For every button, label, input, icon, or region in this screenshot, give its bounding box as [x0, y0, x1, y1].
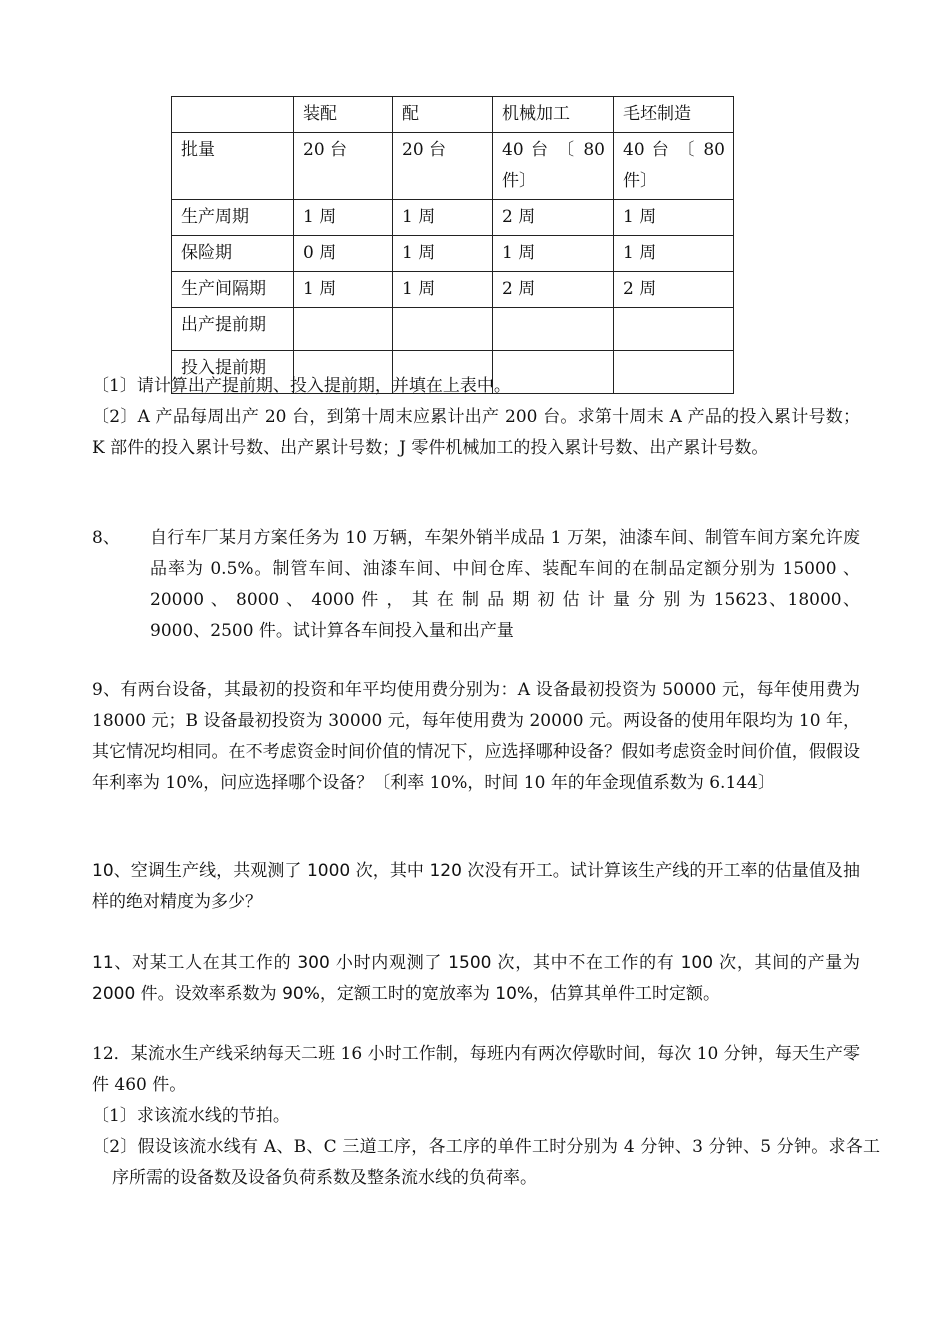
question-9-text: 9、有两台设备，其最初的投资和年平均使用费分别为：A 设备最初投资为 50000 元，每年使用费为 18000 元；B 设备最初投资为 30000 元，每年使用费为 20000 元。两设备的使用年限均为 10 年，其它情况均相同。在不考虑资金时间价值的情况下，应选择哪种设备？假如考虑资金时间价值，假假设年利率为 10%，问应选择哪个设备？〔利率 10%，时间 10 年的年金现值系数为 6.144〕 — [92, 680, 860, 793]
table-cell: 1 周 — [294, 272, 393, 308]
table-row — [172, 272, 734, 308]
table-cell: 1 周 — [393, 272, 493, 308]
row-label: 出产提前期 — [172, 308, 294, 351]
table-header-cell: 毛坯制造 — [614, 97, 734, 133]
table-header-row — [172, 97, 734, 133]
table-cell — [294, 308, 393, 351]
table-cell: 1 周 — [614, 236, 734, 272]
question-11-text: 11、对某工人在其工作的 300 小时内观测了 1500 次，其中不在工作的有 100 次，其间的产量为 2000 件。设效率系数为 90%，定额工时的宽放率为 10%，估算其单件工时定额。 — [92, 953, 860, 1004]
row-label: 生产间隔期 — [172, 272, 294, 308]
table-cell: 2 周 — [493, 200, 614, 236]
table-cell: 40 台 〔 80 件〕 — [493, 133, 614, 200]
table-row — [172, 308, 734, 351]
table-row — [172, 236, 734, 272]
table-cell: 2 周 — [493, 272, 614, 308]
production-schedule-table — [171, 96, 734, 394]
table-cell: 0 周 — [294, 236, 393, 272]
table-header-cell: 装配 — [294, 97, 393, 133]
question-12-intro: 12．某流水生产线采纳每天二班 16 小时工作制，每班内有两次停歇时间，每次 10 分钟，每天生产零件 460 件。 — [92, 1044, 860, 1095]
question-7-part-2: 〔2〕A 产品每周出产 20 台，到第十周末应累计出产 200 台。求第十周末 A 产品的投入累计号数；K 部件的投入累计号数、出产累计号数；J 零件机械加工的投入累计号数、出产累计号数。 — [92, 407, 860, 458]
question-12-part-2: 〔2〕假设该流水线有 A、B、C 三道工序，各工序的单件工时分别为 4 分钟、3 分钟、5 分钟。求各工序所需的设备数及设备负荷系数及整条流水线的负荷率。 — [92, 1137, 880, 1188]
table-cell — [493, 308, 614, 351]
table-cell: 1 周 — [393, 236, 493, 272]
question-12-part-1: 〔1〕求该流水线的节拍。 — [92, 1106, 290, 1126]
question-8-number: 8、 — [92, 528, 120, 548]
table-row — [172, 133, 734, 200]
table-cell: 40 台 〔 80 件〕 — [614, 133, 734, 200]
row-label: 生产周期 — [172, 200, 294, 236]
question-10-text: 10、空调生产线，共观测了 1000 次，其中 120 次没有开工。试计算该生产线的开工率的估量值及抽样的绝对精度为多少？ — [92, 861, 860, 912]
table-cell: 20 台 — [393, 133, 493, 200]
table-cell: 2 周 — [614, 272, 734, 308]
table-header-cell: 配 — [393, 97, 493, 133]
table-cell — [614, 308, 734, 351]
table-cell: 1 周 — [493, 236, 614, 272]
row-label: 投入提前期 — [172, 351, 294, 394]
row-label: 批量 — [172, 133, 294, 200]
row-label: 保险期 — [172, 236, 294, 272]
table-header-cell: 机械加工 — [493, 97, 614, 133]
table-cell: 1 周 — [393, 200, 493, 236]
table-cell — [393, 308, 493, 351]
table-cell: 20 台 — [294, 133, 393, 200]
question-8-text: 自行车厂某月方案任务为 10 万辆，车架外销半成品 1 万架，油漆车间、制管车间方案允许废品率为 0.5%。制管车间、油漆车间、中间仓库、装配车间的在制品定额分别为 15000 、 20000 、 8000 、 4000 件 ， 其 在 制 品 期 初 估 计 量 分 别 为 15623、18000、9000、2500 件。试计算各车间投入量和出产量 — [150, 528, 860, 641]
table-header-cell — [172, 97, 294, 133]
table-row — [172, 200, 734, 236]
table-cell: 1 周 — [294, 200, 393, 236]
table-cell: 1 周 — [614, 200, 734, 236]
question-7-part-1: 〔1〕请计算出产提前期、投入提前期，并填在上表中。 — [92, 376, 511, 396]
